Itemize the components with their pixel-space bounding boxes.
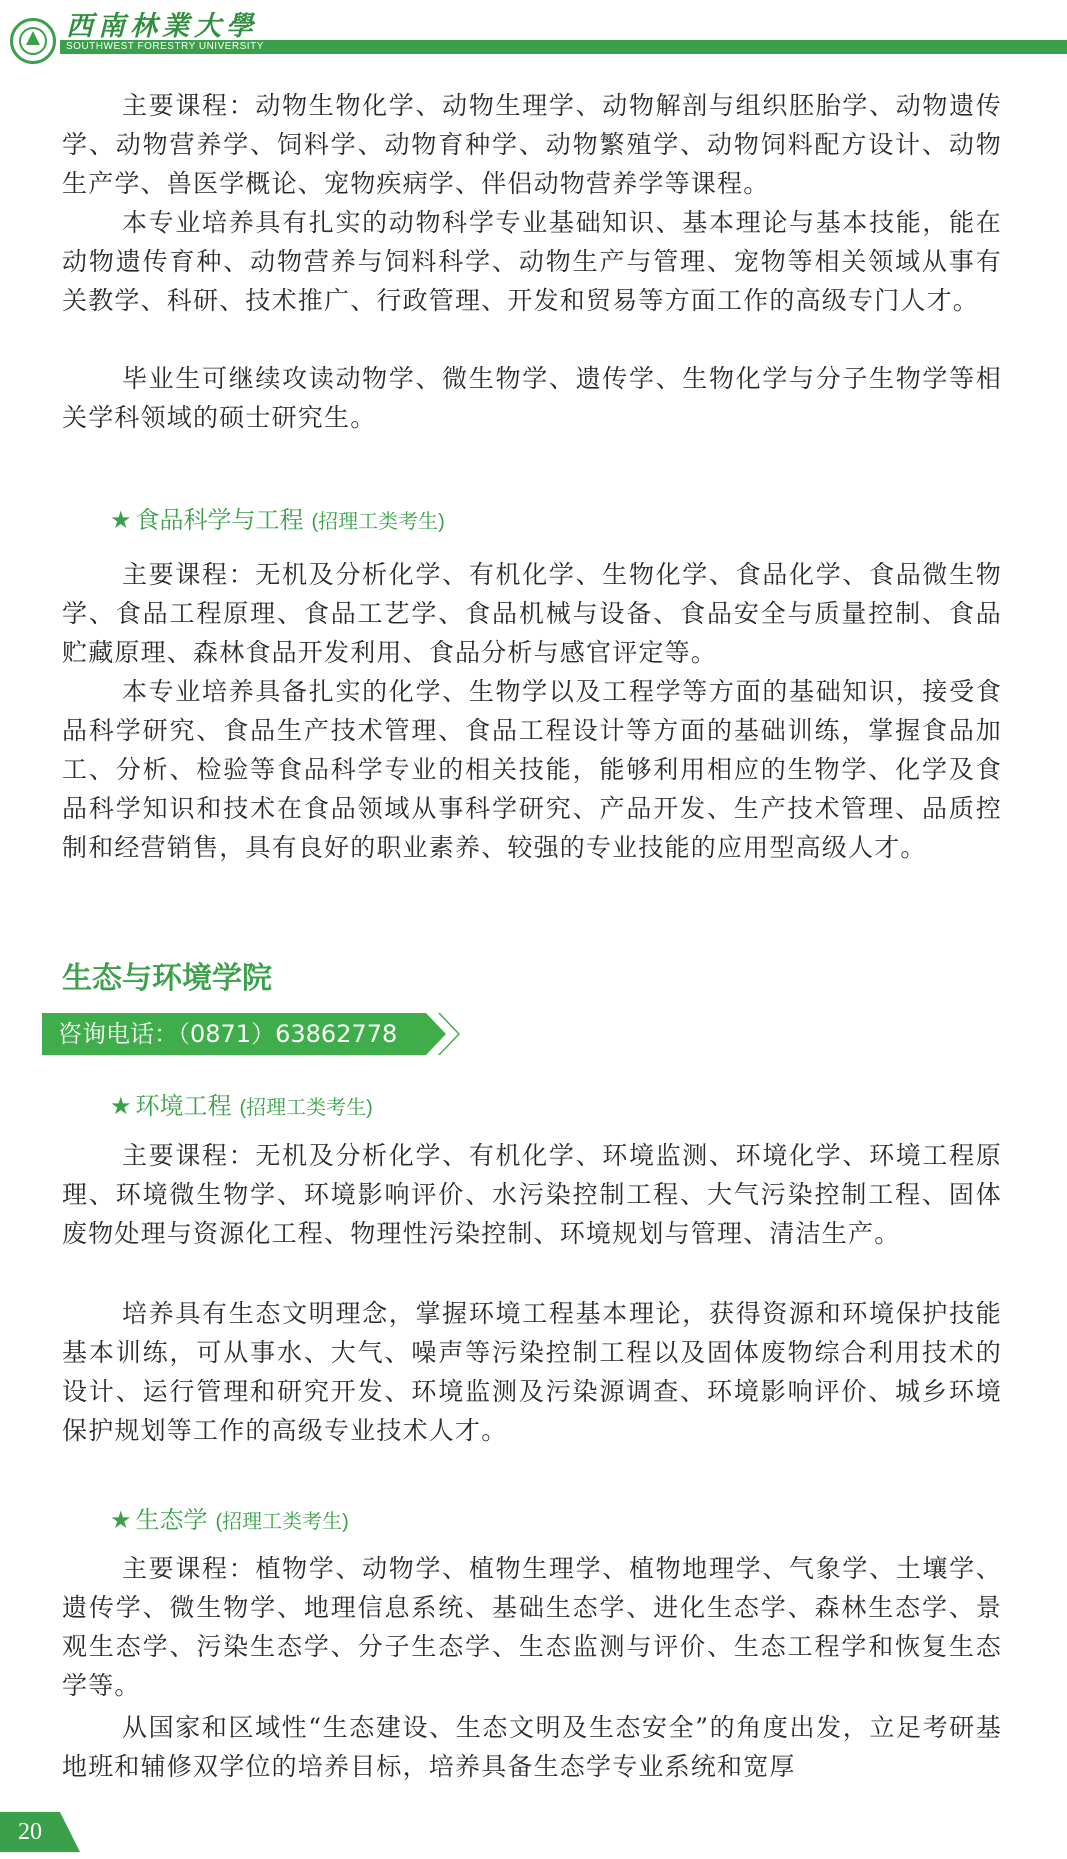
star-icon: ★	[110, 507, 132, 534]
college-title: 生态与环境学院	[62, 961, 272, 996]
phone-banner	[42, 1010, 462, 1060]
food-goal-paragraph: 本专业培养具备扎实的化学、生物学以及工程学等方面的基础知识，接受食品科学研究、食品生产技术管理、食品工程设计等方面的基础训练，掌握食品加工、分析、检验等食品科学专业的相关技能，能够利用相应的生物学、化学及食品科学知识和技术在食品领域从事科学研究、产品开发、生产技术管理、品质控制和经营销售，具有良好的职业素养、较强的专业技能的应用型高级人才。	[62, 677, 1002, 862]
major-note: (招理工类考生)	[215, 1511, 349, 1533]
major-heading-eco	[110, 1500, 349, 1535]
env-courses-paragraph: 主要课程：无机及分析化学、有机化学、环境监测、环境化学、环境工程原理、环境微生物学、环境影响评价、水污染控制工程、大气污染控制工程、固体废物处理与资源化工程、物理性污染控制、环境规划与管理、清洁生产。	[62, 1141, 1002, 1248]
star-icon: ★	[110, 1093, 132, 1120]
major-note: (招理工类考生)	[311, 511, 445, 533]
major-note: (招理工类考生)	[239, 1097, 373, 1119]
star-icon: ★	[110, 1507, 132, 1534]
major-heading-env	[110, 1086, 373, 1121]
major-heading-food	[110, 500, 445, 535]
food-courses-paragraph: 主要课程：无机及分析化学、有机化学、生物化学、食品化学、食品微生物学、食品工程原理、食品工艺学、食品机械与设备、食品安全与质量控制、食品贮藏原理、森林食品开发利用、食品分析与感官评定等。	[62, 560, 1002, 667]
major-title: 生态学	[135, 1507, 208, 1534]
phone-text: 咨询电话：（0871）63862778	[58, 1020, 398, 1048]
major-title: 环境工程	[135, 1093, 232, 1120]
university-name-cn: 西南林業大學	[66, 11, 258, 42]
major-title: 食品科学与工程	[135, 507, 304, 534]
animal-further-study-paragraph: 毕业生可继续攻读动物学、微生物学、遗传学、生物化学与分子生物学等相关学科领域的硕士研究生。	[62, 364, 1002, 432]
university-name-en: SOUTHWEST FORESTRY UNIVERSITY	[66, 41, 264, 52]
eco-courses-paragraph: 主要课程：植物学、动物学、植物生理学、植物地理学、气象学、土壤学、遗传学、微生物学、地理信息系统、基础生态学、进化生态学、森林生态学、景观生态学、污染生态学、分子生态学、生态监测与评价、生态工程学和恢复生态学等。	[62, 1554, 1002, 1700]
env-goal-paragraph: 培养具有生态文明理念，掌握环境工程基本理论，获得资源和环境保护技能基本训练，可从事水、大气、噪声等污染控制工程以及固体废物综合利用技术的设计、运行管理和研究开发、环境监测及污染源调查、环境影响评价、城乡环境保护规划等工作的高级专业技术人才。	[62, 1299, 1002, 1445]
eco-goal-paragraph: 从国家和区域性“生态建设、生态文明及生态安全”的角度出发，立足考研基地班和辅修双学位的培养目标，培养具备生态学专业系统和宽厚	[62, 1713, 1002, 1781]
page-header	[0, 0, 1067, 70]
page-number: 20	[18, 1819, 42, 1845]
animal-goal-paragraph: 本专业培养具有扎实的动物科学专业基础知识、基本理论与基本技能，能在动物遗传育种、动物营养与饲料科学、动物生产与管理、宠物等相关领域从事有关教学、科研、技术推广、行政管理、开发和贸易等方面工作的高级专门人才。	[62, 208, 1002, 315]
university-emblem-icon	[10, 18, 56, 64]
animal-courses-paragraph: 主要课程：动物生物化学、动物生理学、动物解剖与组织胚胎学、动物遗传学、动物营养学、饲料学、动物育种学、动物繁殖学、动物饲料配方设计、动物生产学、兽医学概论、宠物疾病学、伴侣动物营养学等课程。	[62, 91, 1002, 198]
